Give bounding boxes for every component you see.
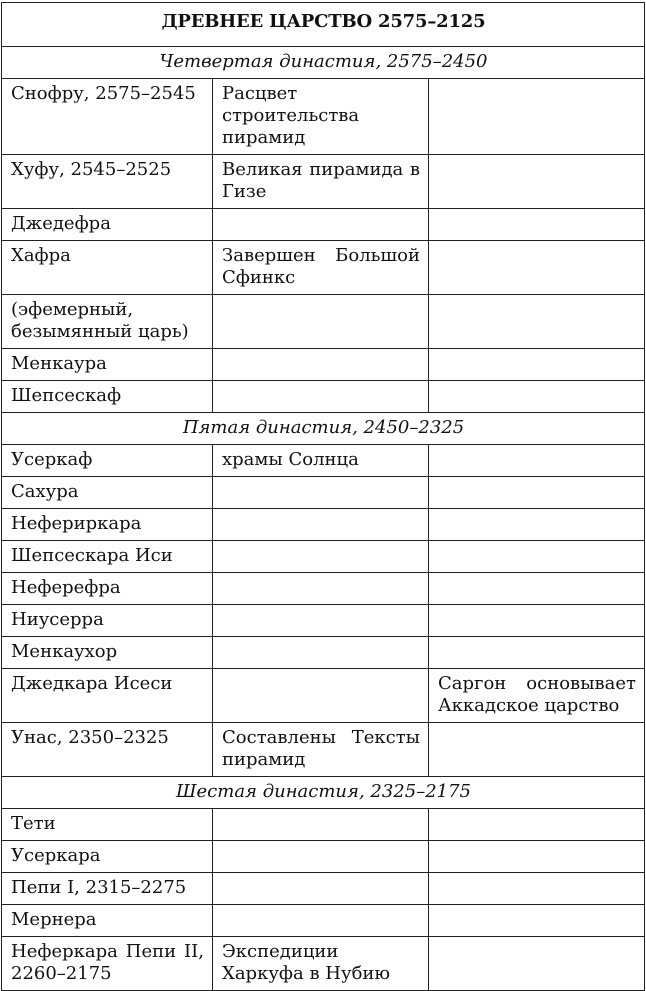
ruler-cell: Нефериркара	[2, 509, 213, 541]
ruler-cell: Унас, 2350–2325	[2, 723, 213, 777]
world-event-cell	[429, 295, 645, 349]
dynasty-row	[2, 777, 645, 809]
table-title: ДРЕВНЕЕ ЦАРСТВО 2575–2125	[2, 3, 645, 47]
ruler-row	[2, 477, 645, 509]
egypt-event-cell: Экспедиции Харкуфа в Нубию	[213, 937, 429, 991]
egypt-event-cell: Расцвет строительства пирамид	[213, 79, 429, 155]
egypt-event-cell	[213, 349, 429, 381]
dynasty-row	[2, 47, 645, 79]
ruler-cell: Усеркаф	[2, 445, 213, 477]
ruler-row	[2, 381, 645, 413]
egypt-event-cell: храмы Солнца	[213, 445, 429, 477]
ruler-cell: Сахура	[2, 477, 213, 509]
world-event-cell	[429, 809, 645, 841]
world-event-cell	[429, 155, 645, 209]
ruler-cell: Неферкара Пепи II, 2260–2175	[2, 937, 213, 991]
world-event-cell	[429, 723, 645, 777]
dynasty-heading: Шестая династия, 2325–2175	[2, 777, 645, 809]
ruler-row	[2, 573, 645, 605]
ruler-cell: Менкаухор	[2, 637, 213, 669]
ruler-cell: Мернера	[2, 905, 213, 937]
chronology-table	[1, 2, 645, 991]
world-event-cell: Саргон основывает Аккадское царство	[429, 669, 645, 723]
ruler-row	[2, 905, 645, 937]
world-event-cell	[429, 79, 645, 155]
ruler-cell: Тети	[2, 809, 213, 841]
egypt-event-cell	[213, 669, 429, 723]
world-event-cell	[429, 573, 645, 605]
world-event-cell	[429, 349, 645, 381]
ruler-cell: Неферефра	[2, 573, 213, 605]
egypt-event-cell	[213, 905, 429, 937]
world-event-cell	[429, 209, 645, 241]
world-event-cell	[429, 841, 645, 873]
egypt-event-cell	[213, 573, 429, 605]
egypt-event-cell	[213, 381, 429, 413]
world-event-cell	[429, 905, 645, 937]
ruler-row	[2, 155, 645, 209]
world-event-cell	[429, 445, 645, 477]
dynasty-row	[2, 413, 645, 445]
ruler-cell: Усеркара	[2, 841, 213, 873]
egypt-event-cell	[213, 209, 429, 241]
ruler-cell: Снофру, 2575–2545	[2, 79, 213, 155]
egypt-event-cell	[213, 809, 429, 841]
ruler-row	[2, 841, 645, 873]
world-event-cell	[429, 605, 645, 637]
ruler-row	[2, 349, 645, 381]
world-event-cell	[429, 509, 645, 541]
world-event-cell	[429, 381, 645, 413]
ruler-cell: Менкаура	[2, 349, 213, 381]
title-row	[2, 3, 645, 47]
world-event-cell	[429, 937, 645, 991]
world-event-cell	[429, 873, 645, 905]
egypt-event-cell	[213, 295, 429, 349]
egypt-event-cell: Великая пирамида в Гизе	[213, 155, 429, 209]
ruler-cell: Пепи I, 2315–2275	[2, 873, 213, 905]
dynasty-heading: Четвертая династия, 2575–2450	[2, 47, 645, 79]
egypt-event-cell: Составлены Тексты пирамид	[213, 723, 429, 777]
egypt-event-cell: Завершен Большой Сфинкс	[213, 241, 429, 295]
egypt-event-cell	[213, 477, 429, 509]
ruler-cell: Шепсескаф	[2, 381, 213, 413]
ruler-row	[2, 937, 645, 991]
ruler-cell: Джедкара Исеси	[2, 669, 213, 723]
ruler-cell: Ниусерра	[2, 605, 213, 637]
egypt-event-cell	[213, 605, 429, 637]
egypt-event-cell	[213, 841, 429, 873]
ruler-row	[2, 241, 645, 295]
ruler-row	[2, 809, 645, 841]
ruler-row	[2, 637, 645, 669]
ruler-row	[2, 209, 645, 241]
ruler-cell: Хуфу, 2545–2525	[2, 155, 213, 209]
ruler-row	[2, 509, 645, 541]
ruler-cell: Джедефра	[2, 209, 213, 241]
ruler-row	[2, 669, 645, 723]
ruler-row	[2, 79, 645, 155]
chronology-body	[2, 3, 645, 991]
world-event-cell	[429, 241, 645, 295]
egypt-event-cell	[213, 509, 429, 541]
ruler-cell: Хафра	[2, 241, 213, 295]
ruler-row	[2, 295, 645, 349]
ruler-row	[2, 723, 645, 777]
world-event-cell	[429, 477, 645, 509]
world-event-cell	[429, 541, 645, 573]
ruler-row	[2, 605, 645, 637]
egypt-event-cell	[213, 541, 429, 573]
world-event-cell	[429, 637, 645, 669]
egypt-event-cell	[213, 637, 429, 669]
ruler-cell: Шепсескара Иси	[2, 541, 213, 573]
ruler-cell: (эфемерный, безымянный царь)	[2, 295, 213, 349]
ruler-row	[2, 541, 645, 573]
dynasty-heading: Пятая династия, 2450–2325	[2, 413, 645, 445]
ruler-row	[2, 445, 645, 477]
egypt-event-cell	[213, 873, 429, 905]
ruler-row	[2, 873, 645, 905]
